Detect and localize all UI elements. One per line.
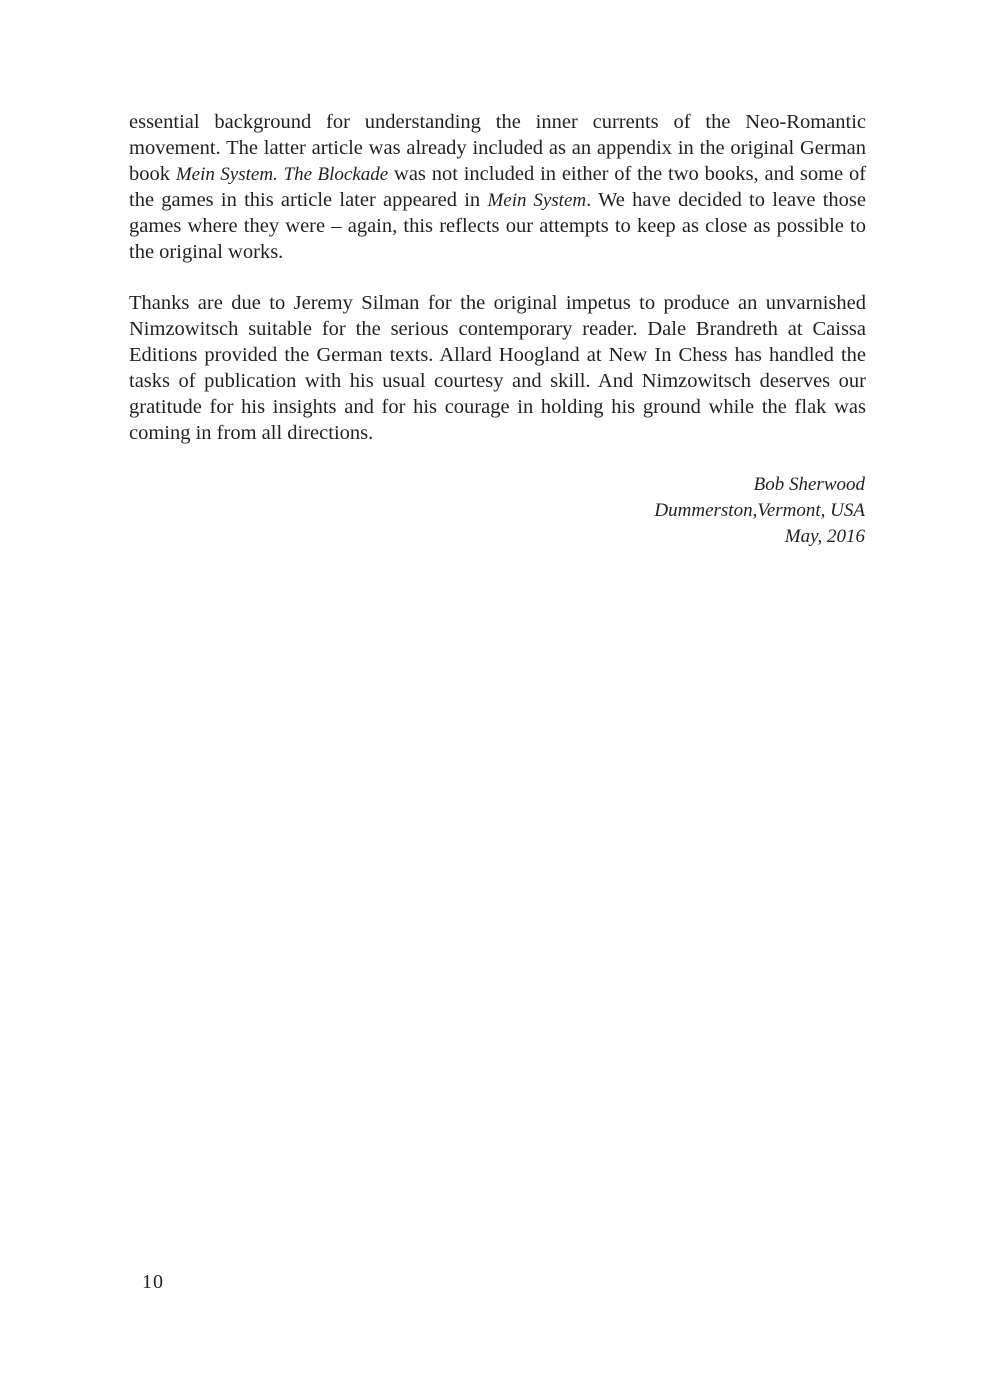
paragraph-1-text-b: was not included in either of the two books, and some of the games in this article later appeared in xyxy=(129,162,867,211)
book-title-mein-system-2: Mein System xyxy=(487,189,587,211)
body-paragraph-1 xyxy=(129,110,866,265)
book-title-mein-system: Mein System. xyxy=(175,163,278,185)
paragraph-1-text-c: . We have decided to leave those games where they were – again, this reflects our attempts to keep as close as possible to the original works. xyxy=(129,188,866,263)
signature-name: Bob Sherwood xyxy=(753,474,865,495)
signature-place: Dummerston,Vermont, USA xyxy=(654,499,865,521)
body-paragraph-2: Thanks are due to Jeremy Silman for the original impetus to produce an unvarnished Nimzowitsch suitable for the serious contemporary reader. Dale Brandreth at Caissa Editions provided the German texts. Allard Hoogland at New In Chess has handled the tasks of publication with his usual courtesy and skill. And Nimzowitsch deserves our gratitude for his insights and for his courage in holding his ground while the flak was coming in from all directions. xyxy=(129,292,866,444)
signature-date: May, 2016 xyxy=(784,525,865,547)
page-number: 10 xyxy=(142,1271,164,1293)
signature-block xyxy=(654,472,865,550)
paragraph-1-text-a: essential background for understanding the inner currents of the Neo-Romantic movement. The latter article was already included as an appendix in the original German book xyxy=(129,111,866,185)
article-title-the-blockade: The Blockade xyxy=(283,163,389,185)
